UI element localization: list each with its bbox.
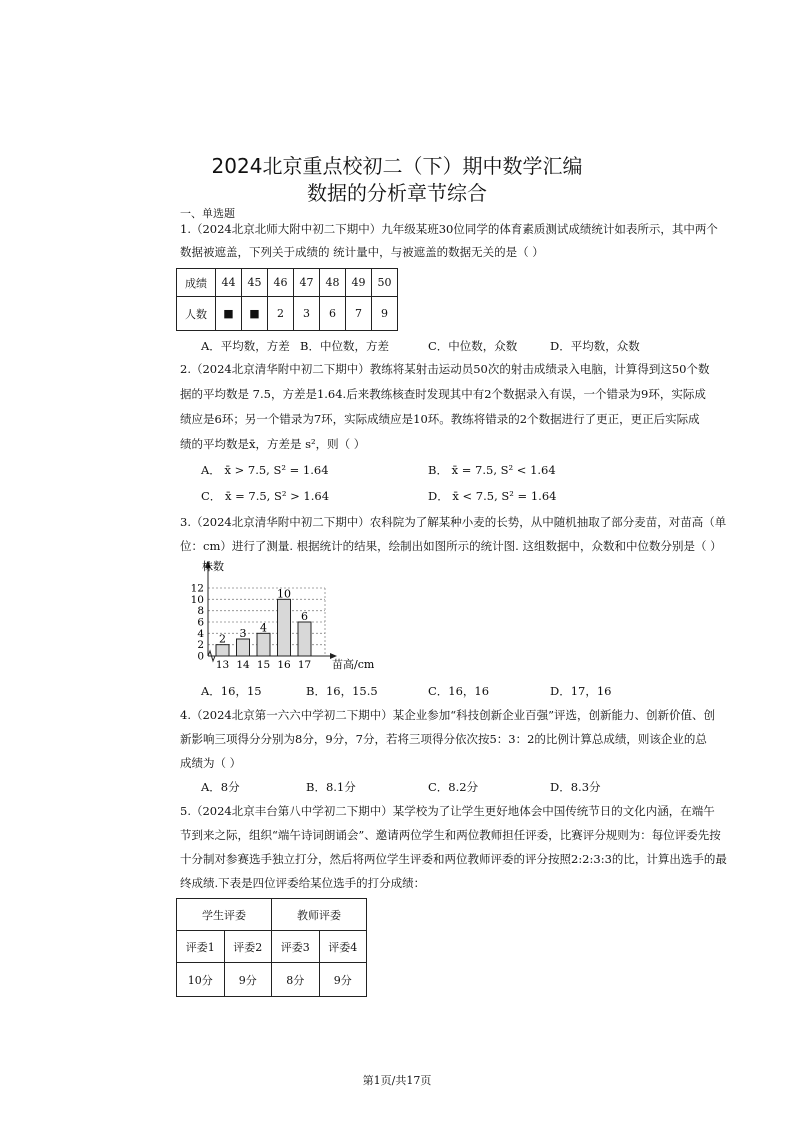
q4-text-line2: 新影响三项得分分别为8分，9分，7分，若将三项得分依次按5：3：2的比例计算总成绩，则该企业的总: [180, 732, 707, 746]
table-cell: ■: [242, 297, 268, 331]
bar-value-label: 4: [260, 621, 267, 635]
q1-option-d: D．平均数，众数: [550, 339, 640, 353]
x-axis-label: 苗高/cm: [332, 658, 375, 671]
q5-text-line4: 终成绩.下表是四位评委给某位选手的打分成绩：: [180, 876, 426, 890]
table-cell: 47: [294, 269, 320, 297]
table-cell: 评委4: [319, 931, 367, 963]
bar: [237, 639, 250, 656]
q2-option-c: C． x̄ = 7.5, S² > 1.64: [201, 489, 330, 503]
table-cell: 7: [346, 297, 372, 331]
q3-option-c: C．16，16: [428, 684, 490, 698]
q5-text-line3: 十分制对参赛选手独立打分，然后将两位学生评委和两位教师评委的评分按照2:2:3:3的比，计算出选手的最: [180, 852, 727, 866]
q4-option-d: D．8.3分: [550, 780, 601, 794]
q2-text-line1: 2.（2024北京清华附中初二下期中）教练将某射击运动员50次的射击成绩录入电脑，计算得到这50个数: [180, 362, 710, 376]
y-tick-label: 12: [190, 582, 204, 595]
q1-text-line1: 1.（2024北京北师大附中初二下期中）九年级某班30位同学的体育素质测试成绩统计如表所示，其中两个: [180, 222, 718, 236]
section-heading: 一、单选题: [180, 207, 235, 220]
table-cell: 9分: [224, 963, 272, 997]
table-cell: 6: [320, 297, 346, 331]
q3-text-line1: 3.（2024北京清华附中初二下期中）农科院为了解某种小麦的长势，从中随机抽取了部分麦苗，对苗高（单: [180, 515, 727, 529]
table-header-cell: 教师评委: [272, 899, 367, 931]
x-tick-label: 15: [256, 659, 271, 671]
table-cell: 2: [268, 297, 294, 331]
bar: [278, 599, 291, 656]
table-cell: 人数: [177, 297, 216, 331]
q3-option-d: D．17，16: [550, 684, 612, 698]
bar-value-label: 10: [277, 587, 291, 601]
bar-value-label: 6: [301, 610, 308, 623]
y-tick-label: 6: [197, 616, 204, 629]
q2-option-a: A． x̄ > 7.5, S² = 1.64: [201, 463, 329, 477]
q2-option-b: B． x̄ = 7.5, S² < 1.64: [428, 463, 556, 477]
q1-option-c: C．中位数，众数: [428, 339, 518, 353]
q2-text-line3: 绩应是6环；另一个错录为7环，实际成绩应是10环。教练将错录的2个数据进行了更正，更正后实际成: [180, 412, 700, 426]
y-tick-label: 0: [197, 650, 204, 663]
y-tick-label: 10: [190, 593, 204, 606]
y-axis-label: 株数: [202, 560, 224, 573]
table-cell: 8分: [272, 963, 320, 997]
bar-value-label: 2: [219, 632, 226, 646]
q1-option-a: A．平均数，方差: [201, 339, 290, 353]
table-cell: 10分: [177, 963, 225, 997]
q3-text-line2: 位：cm）进行了测量. 根据统计的结果，绘制出如图所示的统计图. 这组数据中，众数和中位数分别是（ ）: [180, 539, 722, 553]
q3-option-b: B．16，15.5: [306, 684, 378, 698]
q1-option-b: B．中位数，方差: [300, 339, 389, 353]
bar: [257, 633, 270, 656]
q4-option-a: A．8分: [201, 780, 240, 794]
q5-judges-table: [176, 898, 367, 997]
y-tick-label: 8: [197, 605, 204, 618]
x-tick-label: 16: [277, 659, 291, 671]
q1-score-table: [176, 268, 398, 331]
table-header-cell: 学生评委: [177, 899, 272, 931]
page-footer: 第1页/共17页: [362, 1074, 432, 1087]
table-cell: 9分: [319, 963, 367, 997]
q5-text-line1: 5.（2024北京丰台第八中学初二下期中）某学校为了让学生更好地体会中国传统节日的文化内涵，在端午: [180, 804, 715, 818]
bar: [216, 645, 229, 656]
table-cell: 49: [346, 269, 372, 297]
q1-text-line2: 数据被遮盖，下列关于成绩的 统计量中，与被遮盖的数据无关的是（ ）: [180, 245, 544, 259]
table-cell: 50: [372, 269, 398, 297]
q2-text-line4: 绩的平均数是x̄，方差是 s²，则（ ）: [180, 437, 366, 451]
y-tick-label: 2: [197, 639, 204, 652]
y-tick-label: 4: [197, 627, 204, 640]
q2-text-line2: 据的平均数是 7.5，方差是1.64.后来教练核查时发现其中有2个数据录入有误，一个错录为9环，实际成: [180, 387, 706, 401]
table-cell: 评委1: [177, 931, 225, 963]
bar-value-label: 3: [239, 627, 247, 640]
x-tick-label: 13: [215, 659, 230, 671]
q3-option-a: A．16，15: [201, 684, 262, 698]
table-cell: 3: [294, 297, 320, 331]
q2-option-d: D． x̄ < 7.5, S² = 1.64: [428, 489, 557, 503]
table-cell: 评委2: [224, 931, 272, 963]
table-cell: 48: [320, 269, 346, 297]
x-tick-label: 14: [236, 659, 250, 671]
table-cell: ■: [216, 297, 242, 331]
q5-text-line2: 节到来之际，组织“端午诗词朗诵会”、邀请两位学生和两位教师担任评委，比赛评分规则为：每位评委先按: [180, 828, 721, 842]
q4-text-line1: 4.（2024北京第一六六中学初二下期中）某企业参加“科技创新企业百强”评选，创新能力、创新价值、创: [180, 708, 715, 722]
bar-chart: [180, 556, 410, 674]
table-cell: 成绩: [177, 269, 216, 297]
q4-text-line3: 成绩为（ ）: [180, 756, 242, 770]
table-cell: 9: [372, 297, 398, 331]
table-cell: 45: [242, 269, 268, 297]
table-cell: 46: [268, 269, 294, 297]
q4-option-c: C．8.2分: [428, 780, 479, 794]
page-title: 2024北京重点校初二（下）期中数学汇编: [211, 154, 583, 178]
q4-option-b: B．8.1分: [306, 780, 356, 794]
table-cell: 44: [216, 269, 242, 297]
x-tick-label: 17: [297, 659, 312, 671]
table-cell: 评委3: [272, 931, 320, 963]
bar: [298, 622, 311, 656]
page-subtitle: 数据的分析章节综合: [307, 181, 487, 205]
